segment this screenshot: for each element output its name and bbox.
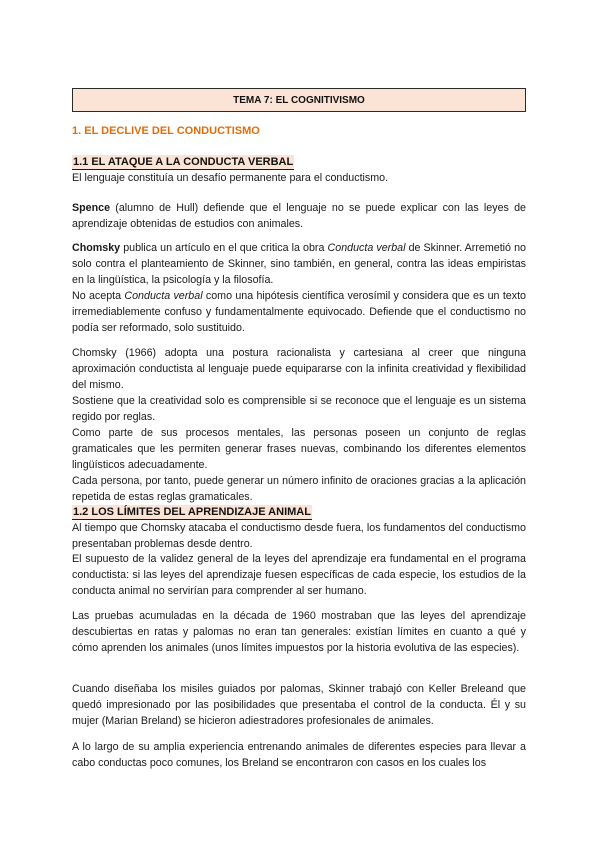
paragraph: El lenguaje constituía un desafío permanente para el conductismo. (72, 172, 389, 184)
paragraph: Chomsky (1966) adopta una postura racionalista y cartesiana al creer que ninguna aproximación conductista al lenguaje puede equipararse con la infinita creatividad y flexibilidad del mismo. (72, 347, 526, 391)
subsection-heading: 1.2 LOS LÍMITES DEL APRENDIZAJE ANIMAL (73, 506, 311, 518)
paragraph: Al tiempo que Chomsky atacaba el conductismo desde fuera, los fundamentos del conductismo presentaban problemas desde dentro. (72, 522, 526, 550)
paragraph: Las pruebas acumuladas en la década de 1960 mostraban que las leyes del aprendizaje descubiertas en ratas y palomas no eran tan generales: existían límites en cuanto a qué y cómo aprenden los animales (unos límites impuestos por la historia evolutiva de las especies). (72, 610, 526, 654)
paragraph: A lo largo de su amplia experiencia entrenando animales de diferentes especies para llevar a cabo conductas poco comunes, los Breland se encontraron con casos en los cuales los (72, 741, 526, 769)
paragraph: Spence (alumno de Hull) defiende que el lenguaje no se puede explicar con las leyes de aprendizaje obtenidas de estudios con animales. (72, 202, 526, 230)
bold-name: Spence (72, 202, 111, 214)
paragraph: Cada persona, por tanto, puede generar un número infinito de oraciones gracias a la aplicación repetida de estas reglas gramaticales. (72, 475, 526, 503)
paragraph: Como parte de sus procesos mentales, las personas poseen un conjunto de reglas gramaticales que les permiten generar frases nuevas, combinando los diferentes elementos lingüísticos adecuadamente. (72, 427, 526, 471)
book-title: Conducta verbal (327, 242, 406, 254)
paragraph: El supuesto de la validez general de la leyes del aprendizaje era fundamental en el programa conductista: si las leyes del aprendizaje fuesen específicas de cada especie, los estudios de la conducta animal no servirían para comprender al ser humano. (72, 553, 526, 597)
bold-name: Chomsky (72, 242, 121, 254)
paragraph: Cuando diseñaba los misiles guiados por palomas, Skinner trabajó con Keller Breleand que quedó impresionado por las posibilidades que presentaba el control de la conducta. Él y su mujer (Marian Breland) se hicieron adiestradores profesionales de animales. (72, 683, 526, 727)
paragraph: No acepta Conducta verbal como una hipótesis científica verosímil y considera que es un texto irremediablemente confuso y fundamentalmente equivocado. Defiende que el conductismo no podía ser reformado, solo sustituido. (72, 290, 526, 334)
section-heading: 1. EL DECLIVE DEL CONDUCTISMO (72, 125, 260, 137)
book-title: Conducta verbal (124, 290, 203, 302)
page-title: TEMA 7: EL COGNITIVISMO (72, 88, 526, 112)
paragraph: Chomsky publica un artículo en el que critica la obra Conducta verbal de Skinner. Arremetió no solo contra el planteamiento de Skinner, sino también, en general, contra las ideas empiristas en la lingüística, la psicología y la filosofía. (72, 242, 526, 286)
subsection-heading: 1.1 EL ATAQUE A LA CONDUCTA VERBAL (73, 156, 294, 168)
paragraph: Sostiene que la creatividad solo es comprensible si se reconoce que el lenguaje es un sistema regido por reglas. (72, 395, 526, 423)
